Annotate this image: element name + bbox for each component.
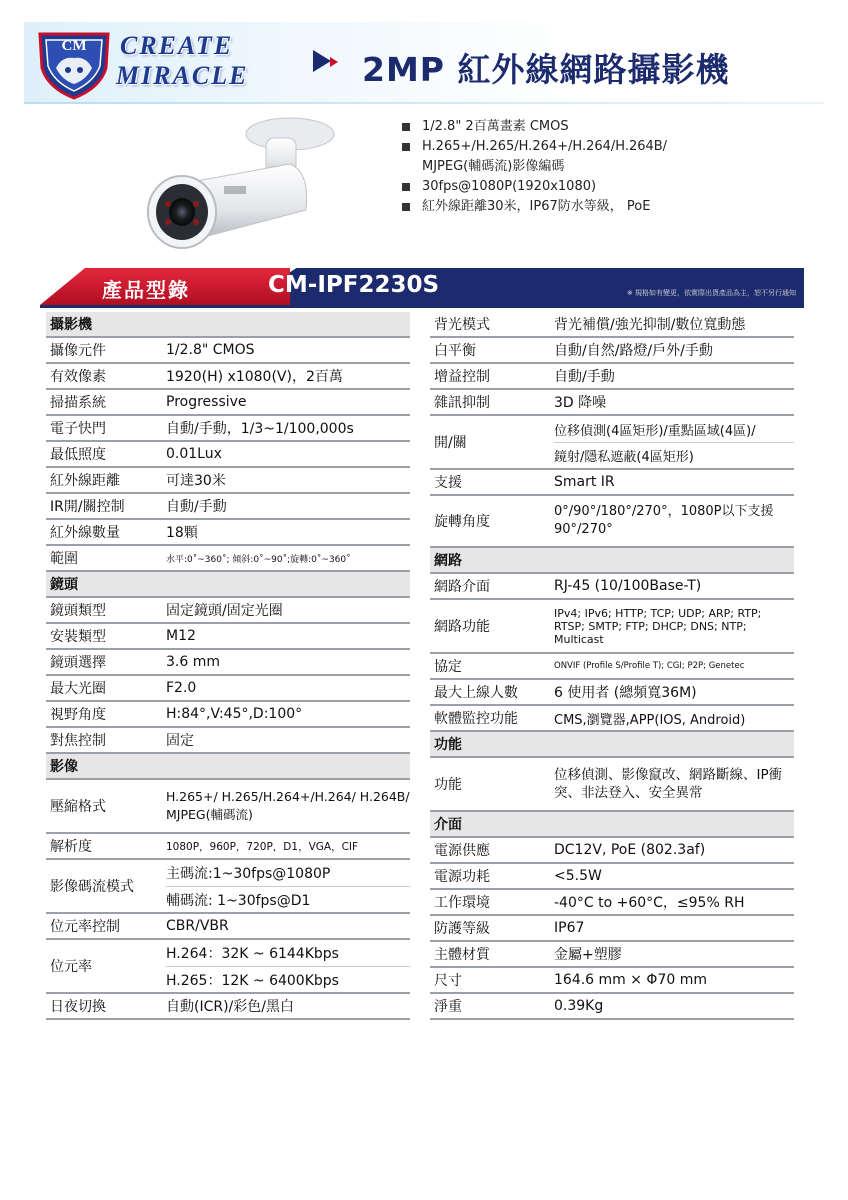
spec-value-group <box>166 940 410 993</box>
spec-row <box>430 416 794 470</box>
spec-row <box>46 780 410 834</box>
spec-row <box>46 728 410 754</box>
spec-row <box>430 364 794 390</box>
spec-value: 自動/自然/路燈/戶外/手動 <box>554 343 713 359</box>
spec-row <box>46 914 410 940</box>
spec-value: 1/2.8" CMOS <box>166 342 255 358</box>
spec-label: 增益控制 <box>434 369 490 385</box>
spec-label: 紅外線距離 <box>50 473 120 489</box>
spec-row <box>430 680 794 706</box>
spec-label: 淨重 <box>434 999 462 1015</box>
spec-row <box>430 706 794 732</box>
section-title: 鏡頭 <box>50 577 78 593</box>
spec-label: 電子快門 <box>50 421 106 437</box>
spec-label: 鏡頭選擇 <box>50 655 106 671</box>
spec-label: 最大上線人數 <box>434 685 518 701</box>
brand-logo <box>34 28 264 100</box>
spec-row <box>46 520 410 546</box>
spec-label: 軟體監控功能 <box>434 711 518 727</box>
spec-value: 固定鏡頭/固定光圈 <box>166 603 283 619</box>
spec-row <box>46 442 410 468</box>
logo-text-line1: CREATE <box>120 31 234 60</box>
spec-row <box>46 338 410 364</box>
spec-label: 背光模式 <box>434 317 490 333</box>
spec-value: 位移偵測(4區矩形)/重點區域(4區)/ <box>554 417 794 443</box>
spec-row <box>46 860 410 914</box>
spec-row <box>430 390 794 416</box>
spec-row <box>46 364 410 390</box>
spec-value: 輔碼流: 1~30fps@D1 <box>166 892 311 909</box>
spec-row <box>430 312 794 338</box>
spec-value: ONVIF (Profile S/Profile T); CGI; P2P; Genetec <box>554 661 745 671</box>
spec-row <box>46 940 410 994</box>
spec-row <box>46 416 410 442</box>
title-arrow-accent-icon <box>330 57 338 67</box>
spec-value: 背光補償/強光抑制/數位寬動態 <box>554 317 746 333</box>
spec-value: 自動/手動 <box>166 499 227 515</box>
logo-badge: CM <box>61 38 87 54</box>
spec-value: 位移偵測、影像竄改、網路斷線、IP衝突、非法登入、安全異常 <box>554 767 783 801</box>
spec-value: CBR/VBR <box>166 918 229 934</box>
spec-label: 最大光圈 <box>50 681 106 697</box>
spec-label: 有效像素 <box>50 369 106 385</box>
section-header-camera <box>46 312 410 338</box>
spec-label: 範圍 <box>50 551 78 567</box>
spec-label: 紅外線數量 <box>50 525 120 541</box>
section-header-function <box>430 732 794 758</box>
spec-value: DC12V, PoE (802.3af) <box>554 842 706 858</box>
spec-row <box>46 650 410 676</box>
spec-label: 開/關 <box>434 435 467 451</box>
spec-label: 攝像元件 <box>50 343 106 359</box>
spec-label: 支援 <box>434 475 462 491</box>
spec-value: 鏡射/隱私遮蔽(4區矩形) <box>554 449 694 465</box>
spec-label: 白平衡 <box>434 343 476 359</box>
spec-label: 雜訊抑制 <box>434 395 490 411</box>
spec-label: 尺寸 <box>434 973 462 989</box>
spec-value: 固定 <box>166 733 194 749</box>
feature-list <box>400 117 730 217</box>
spec-row <box>430 916 794 942</box>
spec-value-group <box>166 860 410 913</box>
spec-label: 工作環境 <box>434 895 490 911</box>
spec-label: 網路功能 <box>434 619 490 635</box>
spec-row <box>430 838 794 864</box>
banner-label: 產品型錄 <box>102 278 190 302</box>
banner-underline <box>40 305 804 308</box>
model-number: CM-IPF2230S <box>268 272 440 298</box>
spec-row <box>46 390 410 416</box>
spec-value: 164.6 mm × Φ70 mm <box>554 972 707 988</box>
spec-label: 位元率控制 <box>50 919 120 935</box>
spec-row <box>430 496 794 548</box>
spec-label: 安裝類型 <box>50 629 106 645</box>
spec-label: 主體材質 <box>434 947 490 963</box>
spec-value: 0.39Kg <box>554 998 604 1014</box>
spec-label: 影像碼流模式 <box>50 879 134 895</box>
spec-label: 電源功耗 <box>434 869 490 885</box>
spec-row <box>46 994 410 1020</box>
spec-value: H:84°,V:45°,D:100° <box>166 706 303 722</box>
camera-product-image <box>120 112 350 262</box>
spec-label: 鏡頭類型 <box>50 603 106 619</box>
spec-label: 視野角度 <box>50 707 106 723</box>
spec-value: 6 使用者 (總頻寬36M) <box>554 685 697 701</box>
spec-row <box>46 624 410 650</box>
spec-table-left <box>46 312 410 1020</box>
spec-label: 協定 <box>434 659 462 675</box>
section-title: 影像 <box>50 759 78 775</box>
section-header-network <box>430 548 794 574</box>
spec-row <box>46 546 410 572</box>
spec-row <box>46 468 410 494</box>
spec-row <box>430 338 794 364</box>
spec-row <box>46 494 410 520</box>
spec-value: 18顆 <box>166 525 198 541</box>
spec-label: 功能 <box>434 777 462 793</box>
spec-value: CMS,瀏覽器,APP(IOS, Android) <box>554 712 746 728</box>
spec-row <box>430 600 794 654</box>
spec-label: 對焦控制 <box>50 733 106 749</box>
spec-value: M12 <box>166 628 196 644</box>
spec-label: 電源供應 <box>434 843 490 859</box>
spec-label: 壓縮格式 <box>50 799 106 815</box>
section-header-interface <box>430 812 794 838</box>
section-title: 介面 <box>434 817 462 833</box>
disclaimer-note: ※ 規格如有變更，依實際出貨產品為主，恕不另行通知 <box>626 289 796 297</box>
section-header-image <box>46 754 410 780</box>
spec-value: Progressive <box>166 394 247 410</box>
spec-value: F2.0 <box>166 680 197 696</box>
spec-row <box>430 470 794 496</box>
spec-value: Smart IR <box>554 474 615 490</box>
spec-label: 掃描系統 <box>50 395 106 411</box>
spec-row <box>430 890 794 916</box>
section-title: 網路 <box>434 553 462 569</box>
spec-value-group <box>554 417 794 468</box>
section-title: 攝影機 <box>50 317 92 333</box>
spec-value: 1080P，960P，720P，D1，VGA，CIF <box>166 840 359 853</box>
logo-text-line2: MIRACLE <box>116 61 249 90</box>
spec-value: 3.6 mm <box>166 654 220 670</box>
spec-label: 網路介面 <box>434 579 490 595</box>
spec-row <box>430 968 794 994</box>
spec-value: IP67 <box>554 920 585 936</box>
spec-label: 解析度 <box>50 839 92 855</box>
spec-row <box>430 864 794 890</box>
spec-value: 主碼流:1~30fps@1080P <box>166 860 410 887</box>
title-arrow-icon <box>313 50 331 72</box>
spec-value: IPv4; IPv6; HTTP; TCP; UDP; ARP; RTP; RTSP; SMTP; FTP; DHCP; DNS; NTP; Multicast <box>554 606 762 646</box>
spec-row <box>430 574 794 600</box>
spec-label: 旋轉角度 <box>434 514 490 530</box>
section-title: 功能 <box>434 737 462 753</box>
feature-item: 1/2.8" 2百萬畫素 CMOS <box>400 117 730 137</box>
spec-row <box>46 702 410 728</box>
spec-value: -40°C to +60°C，≤95% RH <box>554 895 745 911</box>
spec-value: 可達30米 <box>166 473 226 489</box>
spec-value: 金屬+塑膠 <box>554 947 622 963</box>
spec-value: 3D 降噪 <box>554 395 607 411</box>
spec-value: 0°/90°/180°/270°，1080P以下支援90°/270° <box>554 504 774 537</box>
spec-value: 水平:0˚~360˚; 傾斜:0˚~90˚;旋轉:0˚~360˚ <box>166 554 351 565</box>
feature-item: H.265+/H.265/H.264+/H.264/H.264B/ MJPEG(輔碼流)影像編碼 <box>400 137 730 177</box>
spec-label: 最低照度 <box>50 447 106 463</box>
spec-value: H.264：32K ~ 6144Kbps <box>166 940 410 967</box>
page-title: 2MP 紅外線網路攝影機 <box>362 50 730 89</box>
spec-label: 位元率 <box>50 959 92 975</box>
spec-row <box>46 676 410 702</box>
spec-value: 自動/手動 <box>554 369 615 385</box>
spec-value: 1920(H) x1080(V)，2百萬 <box>166 369 343 385</box>
feature-item: 紅外線距離30米，IP67防水等級， PoE <box>400 197 730 217</box>
spec-row <box>430 942 794 968</box>
feature-item: 30fps@1080P(1920x1080) <box>400 177 730 197</box>
spec-row <box>430 758 794 812</box>
spec-row <box>430 654 794 680</box>
spec-value: 0.01Lux <box>166 446 222 462</box>
spec-value: 自動(ICR)/彩色/黑白 <box>166 999 294 1015</box>
spec-value: H.265：12K ~ 6400Kbps <box>166 972 339 989</box>
spec-label: IR開/關控制 <box>50 499 125 515</box>
spec-table-right <box>430 312 794 1020</box>
section-header-lens <box>46 572 410 598</box>
spec-value: H.265+/ H.265/H.264+/H.264/ H.264B/ MJPEG(輔碼流) <box>166 789 410 822</box>
catalog-banner <box>40 268 804 308</box>
spec-row <box>430 994 794 1020</box>
spec-row <box>46 598 410 624</box>
spec-label: 防護等級 <box>434 921 490 937</box>
spec-value: <5.5W <box>554 868 602 884</box>
spec-value: 自動/手動，1/3~1/100,000s <box>166 421 354 437</box>
spec-label: 日夜切換 <box>50 999 106 1015</box>
spec-value: RJ-45 (10/100Base-T) <box>554 578 702 594</box>
spec-row <box>46 834 410 860</box>
